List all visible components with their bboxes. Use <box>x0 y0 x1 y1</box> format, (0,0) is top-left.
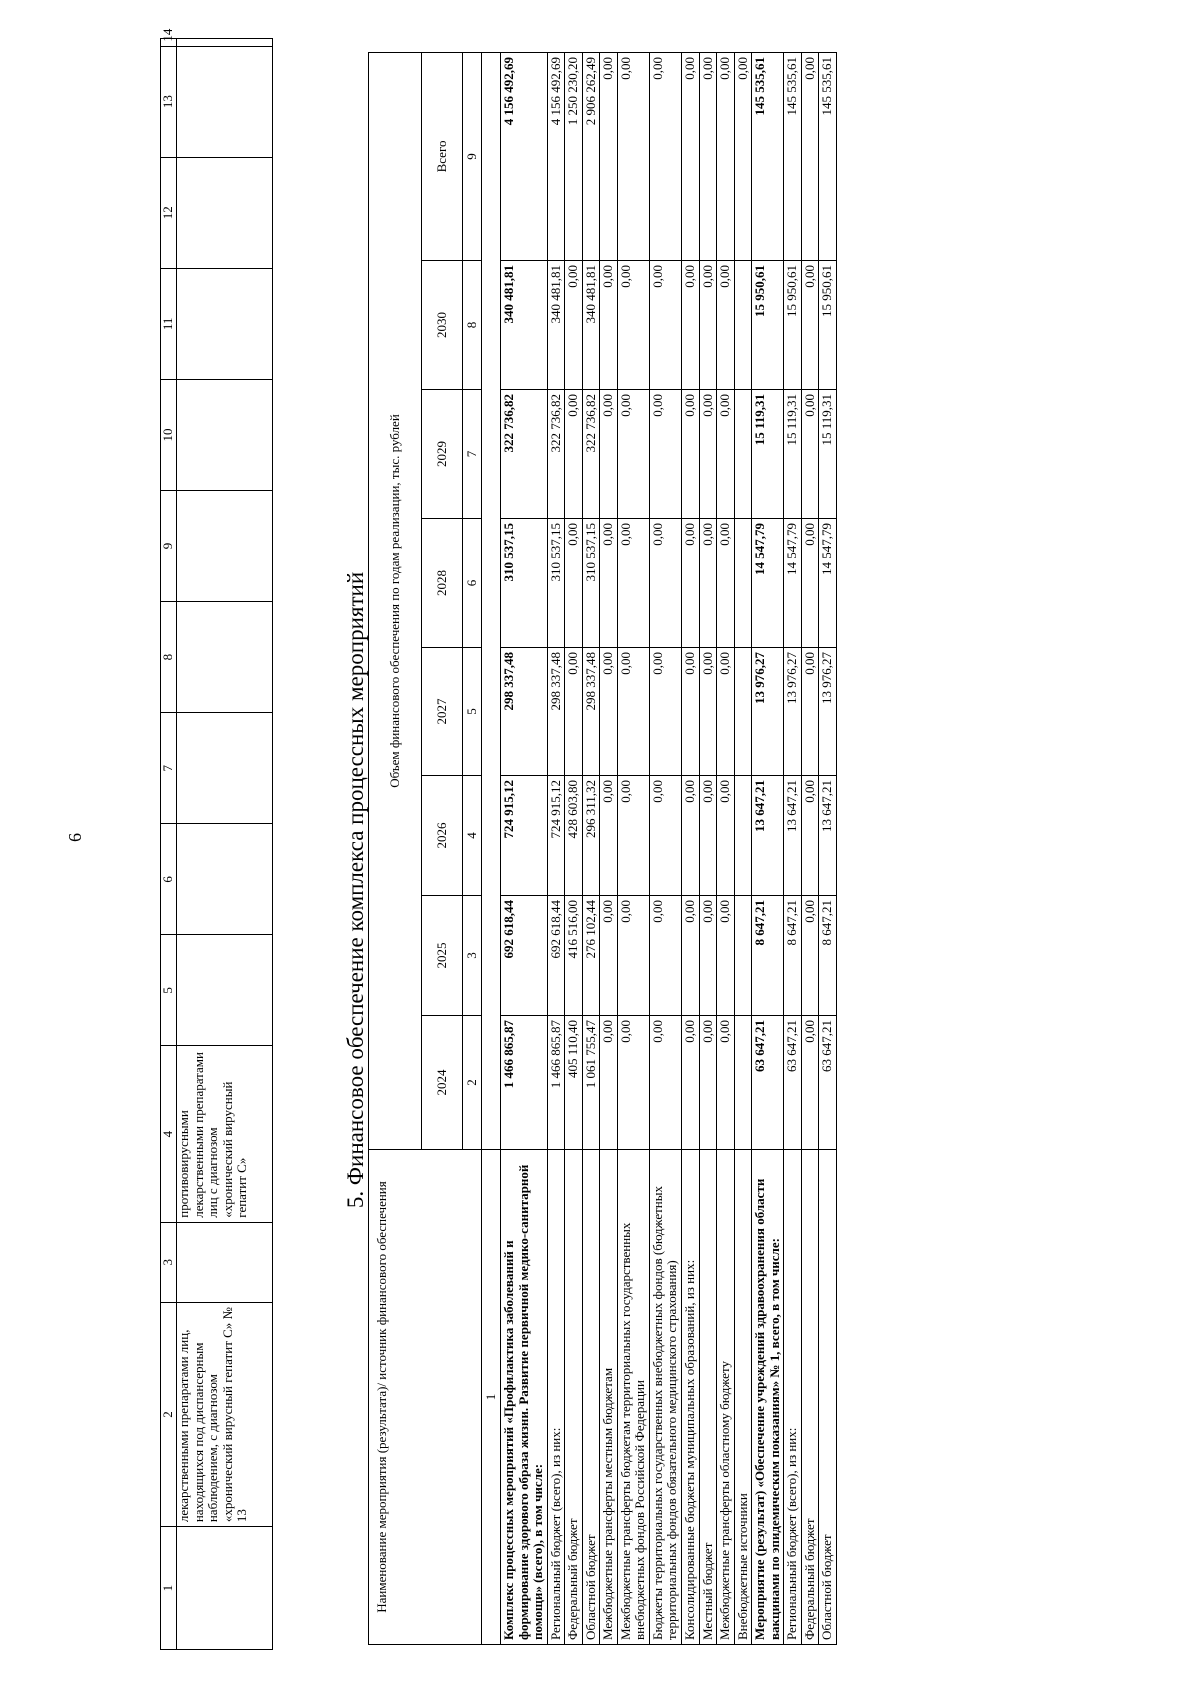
finance-row <box>699 52 717 1644</box>
section-title: 5. Финансовое обеспечение комплекса процессных мероприятий <box>343 571 368 1209</box>
year-value: 14 547,79 <box>819 519 837 648</box>
year-value: 0,00 <box>717 519 735 648</box>
year-value: 0,00 <box>801 390 819 519</box>
year-value: 0,00 <box>649 776 681 896</box>
year-value: 1 466 865,87 <box>501 1016 548 1150</box>
year-value: 13 976,27 <box>819 648 837 776</box>
year-value: 15 119,31 <box>752 390 784 519</box>
col-number: 3 <box>463 896 482 1016</box>
year-value <box>734 390 752 519</box>
year-value: 15 119,31 <box>784 390 802 519</box>
year-value: 0,00 <box>600 648 618 776</box>
cell <box>177 602 273 713</box>
col-number: 8 <box>463 261 482 390</box>
row-name: Мероприятие (результат) «Обеспечение учреждений здравоохранения области вакцинами по эпидемическим показаниям» № 1, всего, в том числе: <box>752 1150 784 1645</box>
year-value: 13 647,21 <box>752 776 784 896</box>
year-value: 63 647,21 <box>784 1016 802 1150</box>
finance-row-total <box>752 52 784 1644</box>
year-value: 0,00 <box>699 648 717 776</box>
cell <box>177 379 273 490</box>
finance-row <box>682 52 700 1644</box>
finance-row <box>784 52 802 1644</box>
year-value: 310 537,15 <box>582 519 600 648</box>
finance-row <box>582 52 600 1644</box>
year-value: 0,00 <box>600 896 618 1016</box>
col-number: 12 <box>161 157 177 268</box>
year-value <box>734 261 752 390</box>
row-name: Внебюджетные источники <box>734 1150 752 1645</box>
year-value: 0,00 <box>617 519 649 648</box>
year-value: 63 647,21 <box>752 1016 784 1150</box>
year-header: 2029 <box>422 390 463 519</box>
year-value: 0,00 <box>617 896 649 1016</box>
year-value: 1 466 865,87 <box>547 1016 565 1150</box>
year-value: 322 736,82 <box>582 390 600 519</box>
year-value: 0,00 <box>600 1016 618 1150</box>
year-value: 0,00 <box>717 1016 735 1150</box>
total-value: 145 535,61 <box>819 52 837 260</box>
finance-row <box>565 52 583 1644</box>
year-value: 14 547,79 <box>784 519 802 648</box>
year-value: 13 976,27 <box>752 648 784 776</box>
year-value: 298 337,48 <box>501 648 548 776</box>
year-value: 0,00 <box>682 776 700 896</box>
year-value: 13 976,27 <box>784 648 802 776</box>
year-value: 0,00 <box>600 390 618 519</box>
year-value: 692 618,44 <box>501 896 548 1016</box>
col-number: 6 <box>463 519 482 648</box>
year-value: 0,00 <box>600 261 618 390</box>
year-value: 340 481,81 <box>582 261 600 390</box>
year-value <box>734 648 752 776</box>
cell <box>177 1527 273 1650</box>
continuation-row <box>177 39 273 1650</box>
year-value: 0,00 <box>649 390 681 519</box>
finance-row <box>734 52 752 1644</box>
row-name: Консолидированные бюджеты муниципальных образований, из них: <box>682 1150 700 1645</box>
total-value: 4 156 492,69 <box>501 52 548 260</box>
finance-row <box>801 52 819 1644</box>
row-name: Региональный бюджет (всего), из них: <box>547 1150 565 1645</box>
year-value: 0,00 <box>682 261 700 390</box>
col-number: 5 <box>161 935 177 1046</box>
total-value: 0,00 <box>734 52 752 260</box>
year-value: 0,00 <box>717 896 735 1016</box>
row-name: Межбюджетные трансферты бюджетам территориальных государственных внебюджетных фондов Российской Федерации <box>617 1150 649 1645</box>
year-value: 1 061 755,47 <box>582 1016 600 1150</box>
year-value <box>734 776 752 896</box>
year-value: 0,00 <box>649 261 681 390</box>
year-value: 0,00 <box>649 1016 681 1150</box>
col-number: 9 <box>161 490 177 601</box>
finance-row-total <box>501 52 548 1644</box>
year-value: 724 915,12 <box>547 776 565 896</box>
header-row-first-col-number <box>482 52 501 1644</box>
cell <box>177 713 273 824</box>
year-value: 0,00 <box>617 648 649 776</box>
year-value: 298 337,48 <box>582 648 600 776</box>
total-value: 0,00 <box>649 52 681 260</box>
year-value: 0,00 <box>801 896 819 1016</box>
total-value: 0,00 <box>699 52 717 260</box>
col-number: 2 <box>463 1016 482 1150</box>
cell <box>177 157 273 268</box>
col-number: 1 <box>161 1527 177 1650</box>
year-value: 0,00 <box>801 1016 819 1150</box>
year-value: 692 618,44 <box>547 896 565 1016</box>
total-value: 2 906 262,49 <box>582 52 600 260</box>
finance-table-wrapper <box>368 53 837 1645</box>
year-value: 298 337,48 <box>547 648 565 776</box>
name-header: Наименование мероприятия (результата)/ источник финансового обеспечения <box>369 1150 482 1645</box>
year-header: 2027 <box>422 648 463 776</box>
cell <box>177 268 273 379</box>
cell <box>177 46 273 157</box>
total-value: 0,00 <box>717 52 735 260</box>
row-name: Бюджеты территориальных государственных внебюджетных фондов (бюджетных территориальных фондов обязательного медицинского страхования) <box>649 1150 681 1645</box>
total-value: 0,00 <box>617 52 649 260</box>
finance-row <box>717 52 735 1644</box>
year-header: 2028 <box>422 519 463 648</box>
year-value: 0,00 <box>682 896 700 1016</box>
year-value: 340 481,81 <box>501 261 548 390</box>
year-value: 428 603,80 <box>565 776 583 896</box>
col-number: 13 <box>161 46 177 157</box>
col-number: 4 <box>463 776 482 896</box>
year-value: 0,00 <box>801 776 819 896</box>
cell-indicator-text: лекарственными препаратами лиц, находящихся под диспансерным наблюдением, с диагнозом «хронический вирусный гепатит С» № 13 <box>177 1302 273 1526</box>
year-value: 0,00 <box>649 519 681 648</box>
year-value: 296 311,32 <box>582 776 600 896</box>
year-value: 15 950,61 <box>752 261 784 390</box>
row-name: Областной бюджет <box>582 1150 600 1645</box>
year-value: 0,00 <box>699 896 717 1016</box>
year-value: 14 547,79 <box>752 519 784 648</box>
continuation-table <box>160 28 273 1650</box>
year-value: 8 647,21 <box>752 896 784 1016</box>
col-number: 6 <box>161 824 177 935</box>
col-number: 2 <box>161 1302 177 1526</box>
year-value: 0,00 <box>699 1016 717 1150</box>
finance-row <box>649 52 681 1644</box>
year-value <box>734 519 752 648</box>
year-value: 0,00 <box>649 648 681 776</box>
year-value: 0,00 <box>699 519 717 648</box>
row-name: Областной бюджет <box>819 1150 837 1645</box>
total-value: 0,00 <box>801 52 819 260</box>
row-name: Региональный бюджет (всего), из них: <box>784 1150 802 1645</box>
year-value: 416 516,00 <box>565 896 583 1016</box>
col-number: 7 <box>161 713 177 824</box>
year-value: 0,00 <box>801 519 819 648</box>
year-value: 0,00 <box>717 261 735 390</box>
row-name: Межбюджетные трансферты областному бюджету <box>717 1150 735 1645</box>
year-value: 0,00 <box>565 519 583 648</box>
year-value: 310 537,15 <box>547 519 565 648</box>
col-number: 11 <box>161 268 177 379</box>
total-value: 1 250 230,20 <box>565 52 583 260</box>
year-value: 0,00 <box>649 896 681 1016</box>
year-value: 724 915,12 <box>501 776 548 896</box>
col-number: 5 <box>463 648 482 776</box>
year-value: 322 736,82 <box>547 390 565 519</box>
year-value: 276 102,44 <box>582 896 600 1016</box>
cell <box>177 490 273 601</box>
total-value: 145 535,61 <box>752 52 784 260</box>
year-value: 63 647,21 <box>819 1016 837 1150</box>
year-value: 13 647,21 <box>819 776 837 896</box>
year-value: 0,00 <box>565 648 583 776</box>
row-name: Федеральный бюджет <box>565 1150 583 1645</box>
year-value: 0,00 <box>717 776 735 896</box>
finance-row <box>617 52 649 1644</box>
year-value: 0,00 <box>565 261 583 390</box>
year-value: 0,00 <box>699 776 717 896</box>
year-value: 0,00 <box>600 776 618 896</box>
cell-description: противовирусными лекарственными препаратами лиц с диагнозом «хронический вирусный гепатит С» <box>177 1046 273 1222</box>
year-header: 2024 <box>422 1016 463 1150</box>
year-value <box>734 1016 752 1150</box>
finance-row <box>600 52 618 1644</box>
year-value: 8 647,21 <box>819 896 837 1016</box>
year-value: 310 537,15 <box>501 519 548 648</box>
year-value: 0,00 <box>617 261 649 390</box>
year-value: 0,00 <box>717 390 735 519</box>
row-name: Местный бюджет <box>699 1150 717 1645</box>
year-value: 13 647,21 <box>784 776 802 896</box>
cell <box>177 935 273 1046</box>
header-row-top <box>369 52 422 1644</box>
total-header: Всего <box>422 52 463 260</box>
row-name: Комплекс процессных мероприятий «Профилактика заболеваний и формирование здорового образа жизни. Развитие первичной медико-санитарной помощи» (всего), в том числе: <box>501 1150 548 1645</box>
page-number: 6 <box>65 833 85 842</box>
col-number: 7 <box>463 390 482 519</box>
continuation-header-row <box>161 39 177 1650</box>
total-value: 0,00 <box>682 52 700 260</box>
finance-table <box>368 52 837 1645</box>
finance-row <box>547 52 565 1644</box>
year-value: 0,00 <box>565 390 583 519</box>
volume-header: Объем финансового обеспечения по годам реализации, тыс. рублей <box>369 52 422 1149</box>
cell <box>177 824 273 935</box>
year-value: 0,00 <box>682 519 700 648</box>
col-number: 10 <box>161 379 177 490</box>
total-value: 4 156 492,69 <box>547 52 565 260</box>
total-value: 0,00 <box>600 52 618 260</box>
year-header: 2030 <box>422 261 463 390</box>
year-value: 15 950,61 <box>819 261 837 390</box>
cell <box>177 39 273 47</box>
year-value: 15 950,61 <box>784 261 802 390</box>
col-number: 1 <box>482 1150 501 1645</box>
year-value: 0,00 <box>699 261 717 390</box>
col-number: 4 <box>161 1046 177 1222</box>
year-header: 2026 <box>422 776 463 896</box>
year-value: 0,00 <box>682 390 700 519</box>
total-value: 145 535,61 <box>784 52 802 260</box>
year-value: 340 481,81 <box>547 261 565 390</box>
finance-row <box>819 52 837 1644</box>
spacer-cell <box>482 52 501 1149</box>
col-number: 8 <box>161 602 177 713</box>
year-value: 0,00 <box>682 1016 700 1150</box>
year-value: 0,00 <box>717 648 735 776</box>
year-value: 0,00 <box>617 1016 649 1150</box>
year-value <box>734 896 752 1016</box>
year-value: 0,00 <box>617 390 649 519</box>
row-name: Межбюджетные трансферты местным бюджетам <box>600 1150 618 1645</box>
year-value: 0,00 <box>801 261 819 390</box>
col-number: 3 <box>161 1222 177 1302</box>
year-value: 0,00 <box>801 648 819 776</box>
year-value: 15 119,31 <box>819 390 837 519</box>
year-value: 0,00 <box>699 390 717 519</box>
year-value: 8 647,21 <box>784 896 802 1016</box>
year-value: 0,00 <box>682 648 700 776</box>
col-number: 9 <box>463 52 482 260</box>
cell <box>177 1222 273 1302</box>
year-value: 322 736,82 <box>501 390 548 519</box>
year-header: 2025 <box>422 896 463 1016</box>
col-number: 14 <box>161 39 177 47</box>
year-value: 0,00 <box>600 519 618 648</box>
year-value: 405 110,40 <box>565 1016 583 1150</box>
row-name: Федеральный бюджет <box>801 1150 819 1645</box>
year-value: 0,00 <box>617 776 649 896</box>
